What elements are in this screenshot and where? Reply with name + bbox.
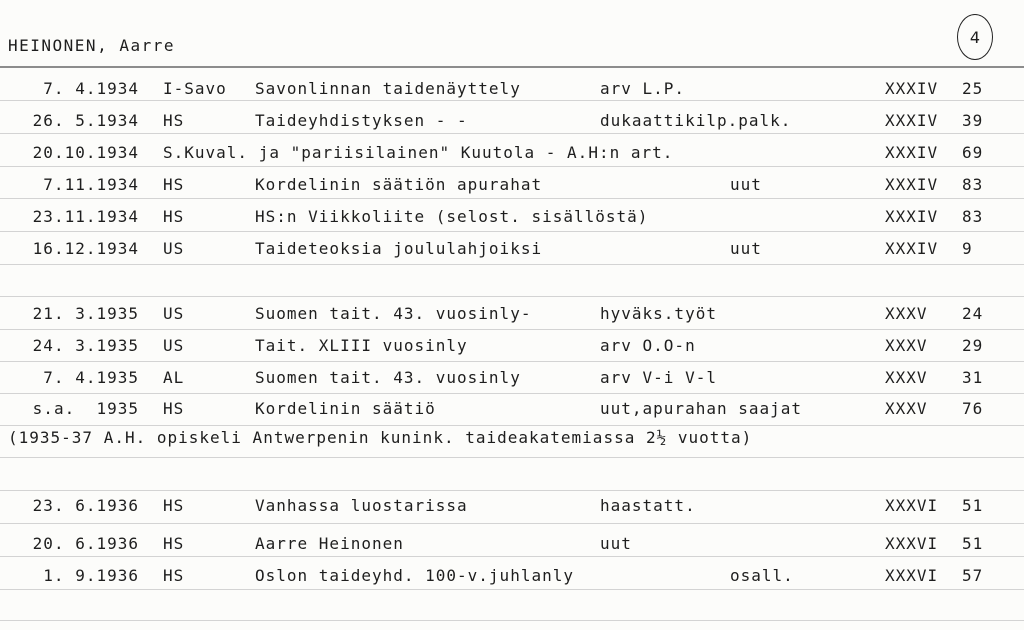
- ruled-line: [0, 361, 1024, 362]
- entry-row: [0, 534, 1024, 558]
- entry-volume: XXXV: [885, 368, 928, 387]
- ruled-line: [0, 620, 1024, 621]
- entry-date: 16.12.1934: [32, 239, 139, 258]
- entry-row: [0, 207, 1024, 231]
- entry-volume: XXXIV: [885, 175, 939, 194]
- entry-note: arv L.P.: [600, 79, 686, 98]
- entry-paper: HS: [163, 175, 185, 194]
- entry-row: [0, 368, 1024, 392]
- ruled-line: [0, 457, 1024, 458]
- entry-paper: HS: [163, 111, 185, 130]
- ruled-line: [0, 490, 1024, 491]
- entry-note: uut: [730, 239, 762, 258]
- entry-date: 20.10.1934: [32, 143, 139, 162]
- entry-volume: XXXVI: [885, 496, 939, 515]
- study-note: (1935-37 A.H. opiskeli Antwerpenin kunink. taideakatemiassa 2½ vuotta): [8, 428, 753, 447]
- entry-title: Aarre Heinonen: [255, 534, 404, 553]
- entry-row: [0, 566, 1024, 590]
- entry-paper: AL: [163, 368, 185, 387]
- entry-note: arv O.O-n: [600, 336, 696, 355]
- entry-row: [0, 336, 1024, 360]
- entry-page: 57: [962, 566, 984, 585]
- ruled-line: [0, 393, 1024, 394]
- entry-volume: XXXVI: [885, 534, 939, 553]
- entry-paper: HS: [163, 399, 185, 418]
- entry-paper: US: [163, 304, 185, 323]
- entry-title: Savonlinnan taidenäyttely: [255, 79, 521, 98]
- entry-row: [0, 143, 1024, 167]
- entry-volume: XXXV: [885, 336, 928, 355]
- entry-title: Tait. XLIII vuosinly: [255, 336, 468, 355]
- entry-row: [0, 79, 1024, 103]
- entry-note: haastatt.: [600, 496, 696, 515]
- entry-title: Kordelinin säätiö: [255, 399, 436, 418]
- entry-row: [0, 304, 1024, 328]
- entry-date: s.a. 1935: [32, 399, 139, 418]
- entry-title: Vanhassa luostarissa: [255, 496, 468, 515]
- entry-note: hyväks.työt: [600, 304, 717, 323]
- entry-note: uut,apurahan saajat: [600, 399, 803, 418]
- entry-date: 23. 6.1936: [32, 496, 139, 515]
- entry-volume: XXXV: [885, 304, 928, 323]
- entry-title: Suomen tait. 43. vuosinly-: [255, 304, 532, 323]
- entry-page: 69: [962, 143, 984, 162]
- entry-date: 24. 3.1935: [32, 336, 139, 355]
- entry-paper: US: [163, 336, 185, 355]
- entry-page: 31: [962, 368, 984, 387]
- entry-volume: XXXIV: [885, 207, 939, 226]
- entry-paper: HS: [163, 207, 185, 226]
- entry-note: uut: [730, 175, 762, 194]
- entry-paper: S.Kuval. ja "pariisilainen" Kuutola - A.H:n art.: [163, 143, 674, 162]
- entry-volume: XXXIV: [885, 143, 939, 162]
- entry-paper: HS: [163, 534, 185, 553]
- entry-date: 7. 4.1934: [43, 79, 139, 98]
- entry-row: [0, 496, 1024, 520]
- entry-page: 51: [962, 534, 984, 553]
- header-rule: [0, 66, 1024, 68]
- entry-date: 7. 4.1935: [43, 368, 139, 387]
- entry-volume: XXXIV: [885, 239, 939, 258]
- person-name: HEINONEN, Aarre: [8, 36, 175, 55]
- entry-paper: HS: [163, 496, 185, 515]
- ruled-line: [0, 425, 1024, 426]
- entry-row: [0, 111, 1024, 135]
- entry-page: 51: [962, 496, 984, 515]
- entry-date: 21. 3.1935: [32, 304, 139, 323]
- entry-paper: HS: [163, 566, 185, 585]
- entry-volume: XXXV: [885, 399, 928, 418]
- entry-note: uut: [600, 534, 632, 553]
- ruled-line: [0, 296, 1024, 297]
- entry-note: arv V-i V-l: [600, 368, 717, 387]
- entry-date: 20. 6.1936: [32, 534, 139, 553]
- ruled-line: [0, 264, 1024, 265]
- entry-paper: I-Savo: [163, 79, 227, 98]
- ruled-line: [0, 231, 1024, 232]
- ruled-line: [0, 523, 1024, 524]
- entry-page: 39: [962, 111, 984, 130]
- entry-row: [0, 175, 1024, 199]
- entry-page: 24: [962, 304, 984, 323]
- entry-page: 76: [962, 399, 984, 418]
- entry-date: 1. 9.1936: [43, 566, 139, 585]
- card-number: 4: [957, 14, 993, 60]
- entry-paper: US: [163, 239, 185, 258]
- entry-page: 9: [962, 239, 973, 258]
- entry-title: Oslon taideyhd. 100-v.juhlanly: [255, 566, 574, 585]
- entry-volume: XXXIV: [885, 111, 939, 130]
- entry-note: osall.: [730, 566, 794, 585]
- entry-title: Suomen tait. 43. vuosinly: [255, 368, 521, 387]
- entry-volume: XXXIV: [885, 79, 939, 98]
- ruled-line: [0, 329, 1024, 330]
- entry-page: 83: [962, 207, 984, 226]
- entry-date: 23.11.1934: [32, 207, 139, 226]
- entry-page: 83: [962, 175, 984, 194]
- entry-volume: XXXVI: [885, 566, 939, 585]
- entry-title: Taideteoksia joululahjoiksi: [255, 239, 543, 258]
- entry-row: [0, 399, 1024, 423]
- entry-date: 7.11.1934: [43, 175, 139, 194]
- entry-title: Taideyhdistyksen - -: [255, 111, 468, 130]
- entry-row: [0, 239, 1024, 263]
- entry-title: HS:n Viikkoliite (selost. sisällöstä): [255, 207, 649, 226]
- entry-date: 26. 5.1934: [32, 111, 139, 130]
- entry-page: 29: [962, 336, 984, 355]
- entry-title: Kordelinin säätiön apurahat: [255, 175, 543, 194]
- entry-page: 25: [962, 79, 984, 98]
- entry-note: dukaattikilp.palk.: [600, 111, 792, 130]
